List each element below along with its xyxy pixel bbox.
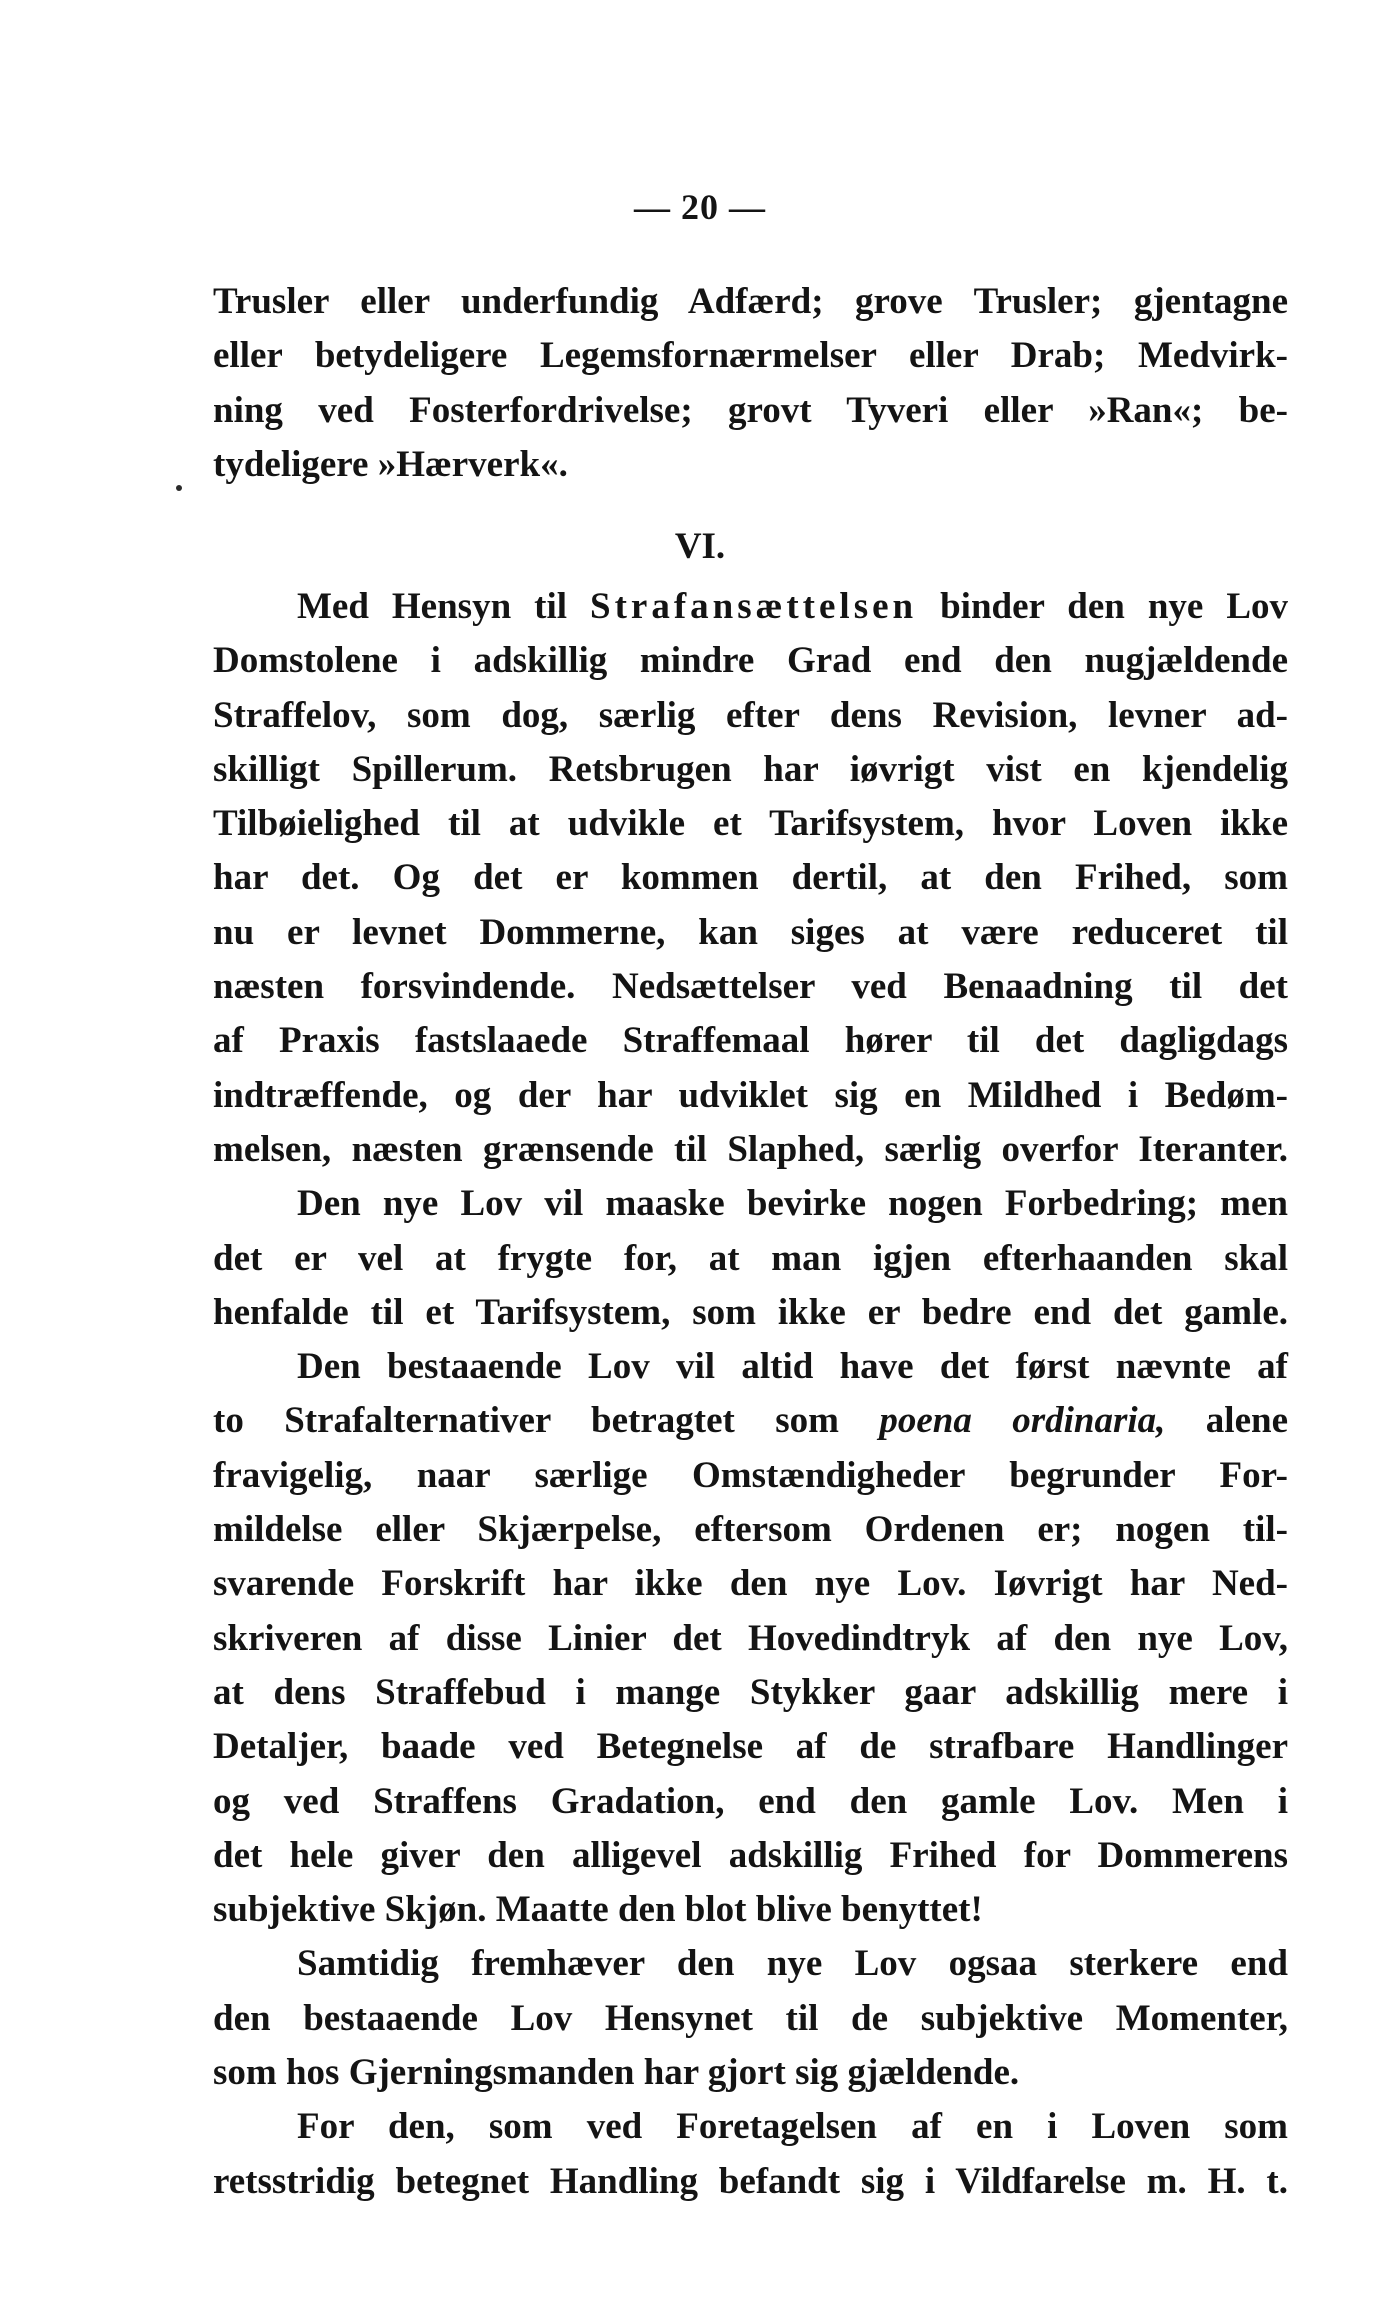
section-heading: VI. bbox=[674, 526, 726, 567]
text-line: ning ved Fosterfordrivelse; grovt Tyveri eller »Ran«; be- bbox=[213, 389, 1288, 431]
text-line: at dens Straffebud i mange Stykker gaar adskillig mere i bbox=[213, 1671, 1288, 1713]
text-line: Den nye Lov vil maaske bevirke nogen Forbedring; men bbox=[297, 1183, 1288, 1225]
text-line: Straffelov, som dog, særlig efter dens Revision, levner ad- bbox=[213, 694, 1288, 736]
text-line: eller betydeligere Legemsfornærmelser eller Drab; Medvirk- bbox=[213, 335, 1288, 377]
text-line: Den bestaaende Lov vil altid have det først nævnte af bbox=[297, 1346, 1288, 1388]
text-line: svarende Forskrift har ikke den nye Lov. Iøvrigt har Ned- bbox=[213, 1563, 1288, 1605]
text-line: mildelse eller Skjærpelse, eftersom Ordenen er; nogen til- bbox=[213, 1509, 1288, 1551]
continuation-paragraph bbox=[213, 275, 1288, 492]
text-line: indtræffende, og der har udviklet sig en Mildhed i Bedøm- bbox=[213, 1074, 1288, 1116]
text-line: næsten forsvindende. Nedsættelser ved Benaadning til det bbox=[213, 966, 1288, 1008]
text-line: Detaljer, baade ved Betegnelse af de strafbare Handlinger bbox=[213, 1726, 1288, 1768]
text-line: retsstridig betegnet Handling befandt sig i Vildfarelse m. H. t. bbox=[213, 2160, 1288, 2202]
text-line: har det. Og det er kommen dertil, at den Frihed, som bbox=[213, 857, 1288, 899]
page-number: — 20 — bbox=[634, 187, 766, 227]
italic-phrase: poena ordinaria, bbox=[879, 1400, 1166, 1442]
text-line: det hele giver den alligevel adskillig Frihed for Dommerens bbox=[213, 1834, 1288, 1876]
text-line: For den, som ved Foretagelsen af en i Loven som bbox=[297, 2106, 1288, 2148]
section-body bbox=[213, 580, 1288, 2209]
text-line: nu er levnet Dommerne, kan siges at være reduceret til bbox=[213, 911, 1288, 953]
text-line: to Strafalternativer betragtet som poena ordinaria, alene bbox=[213, 1400, 1289, 1442]
text-line: Domstolene i adskillig mindre Grad end den nugjældende bbox=[213, 640, 1288, 682]
text-line: Trusler eller underfundig Adfærd; grove Trusler; gjentagne bbox=[213, 281, 1288, 322]
text-line: som hos Gjerningsmanden har gjort sig gjældende. bbox=[213, 2052, 1020, 2094]
text-line: melsen, næsten grænsende til Slaphed, særlig overfor Iteranter. bbox=[213, 1128, 1288, 1170]
text-line: skriveren af disse Linier det Hovedindtryk af den nye Lov, bbox=[213, 1617, 1288, 1659]
text-line: og ved Straffens Gradation, end den gamle Lov. Men i bbox=[213, 1780, 1288, 1822]
text-line: den bestaaende Lov Hensynet til de subjektive Momenter, bbox=[213, 1997, 1288, 2039]
text-line: skilligt Spillerum. Retsbrugen har iøvrigt vist en kjendelig bbox=[213, 748, 1288, 790]
ink-speck bbox=[176, 485, 182, 491]
text-line: Samtidig fremhæver den nye Lov ogsaa sterkere end bbox=[297, 1943, 1288, 1985]
text-line: Med Hensyn til Strafansættelsen binder den nye Lov bbox=[297, 586, 1288, 627]
text-line: det er vel at frygte for, at man igjen efterhaanden skal bbox=[213, 1237, 1288, 1279]
text-line: subjektive Skjøn. Maatte den blot blive benyttet! bbox=[213, 1889, 983, 1931]
emphasized-word: Strafansættelsen bbox=[590, 586, 918, 627]
text-line: af Praxis fastslaaede Straffemaal hører til det dagligdags bbox=[213, 1020, 1288, 1062]
text-line: fravigelig, naar særlige Omstændigheder begrunder For- bbox=[213, 1454, 1288, 1496]
text-line: henfalde til et Tarifsystem, som ikke er bedre end det gamle. bbox=[213, 1291, 1288, 1333]
text-line: tydeligere »Hærverk«. bbox=[213, 443, 568, 485]
text-line: Tilbøielighed til at udvikle et Tarifsystem, hvor Loven ikke bbox=[213, 803, 1288, 845]
